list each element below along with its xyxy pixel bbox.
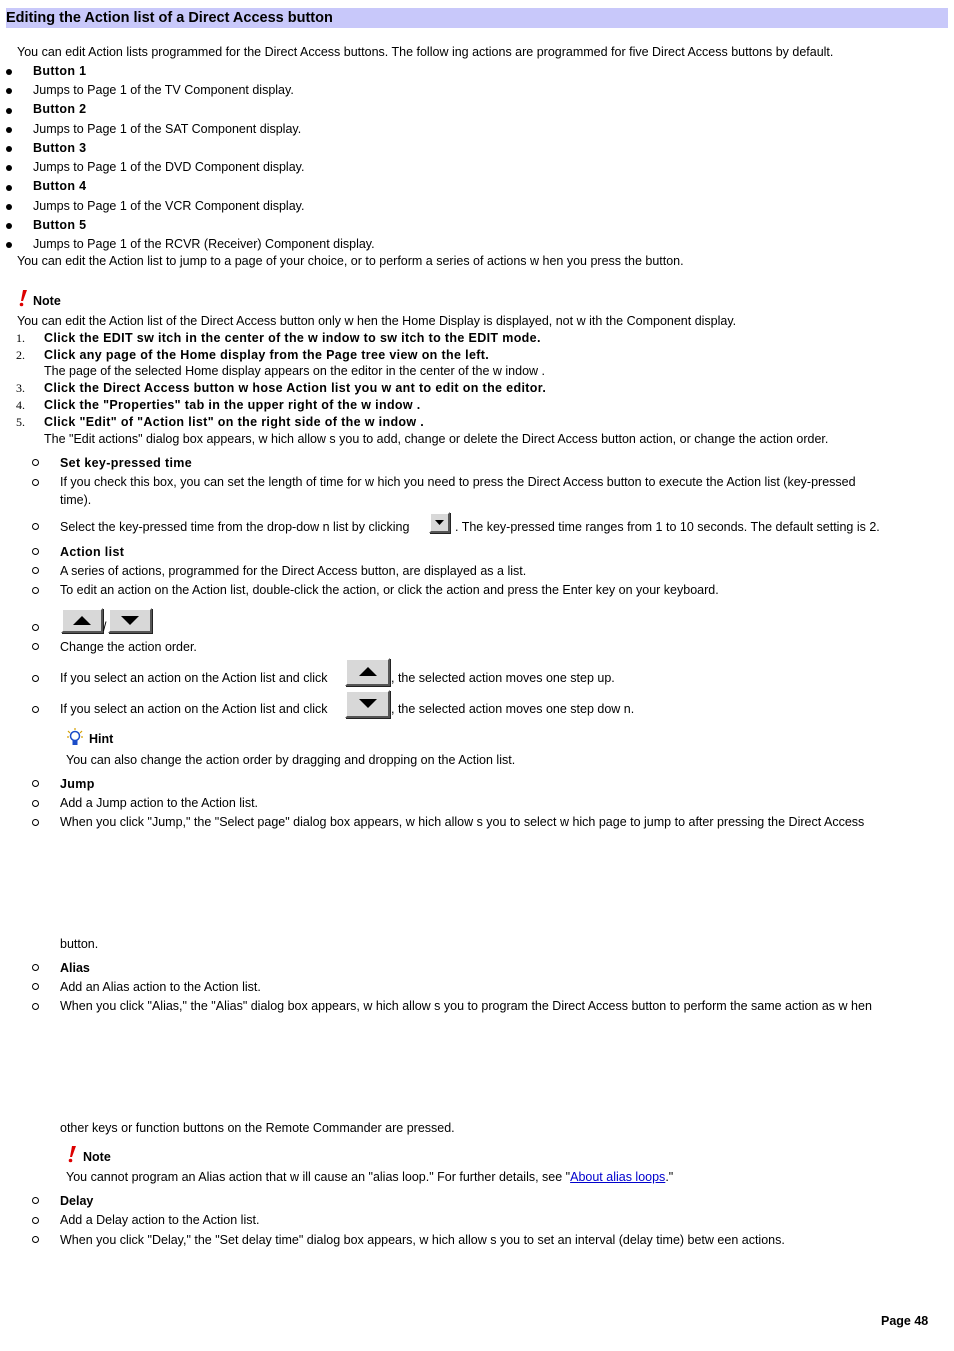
circle-bullet <box>32 624 39 631</box>
section-title-keypress: Set key-pressed time <box>60 456 193 470</box>
bullet <box>6 223 12 229</box>
circle-bullet <box>32 587 39 594</box>
section-title-jump: Jump <box>60 777 95 791</box>
circle-bullet <box>32 548 39 555</box>
circle-bullet <box>32 567 39 574</box>
chevron-down-icon <box>431 514 448 531</box>
bullet <box>6 165 12 171</box>
keypress-range-text: . The key-pressed time ranges from 1 to 10 seconds. The default setting is 2. <box>455 520 880 534</box>
step-subtext: The page of the selected Home display appears on the editor in the center of the w indow . <box>44 364 546 378</box>
step-number: 4. <box>16 398 25 412</box>
about-alias-loops-link[interactable]: About alias loops <box>570 1170 666 1184</box>
keypress-select-text: Select the key-pressed time from the drop-dow n list by clicking <box>60 520 410 534</box>
step-text: Click the Direct Access button w hose Action list you w ant to edit on the editor. <box>44 381 547 395</box>
move-down-text: If you select an action on the Action list and click <box>60 702 328 716</box>
default-button-label: Button 2 <box>33 102 87 116</box>
step-subtext: The "Edit actions" dialog box appears, w hich allow s you to add, change or delete the Direct Access button action, or change the action order. <box>44 432 829 446</box>
circle-bullet <box>32 459 39 466</box>
actionlist-desc: A series of actions, programmed for the Direct Access button, are displayed as a list. <box>60 564 527 578</box>
circle-bullet <box>32 983 39 990</box>
note-label: Note <box>33 294 61 308</box>
bullet <box>6 185 12 191</box>
section-title-actionlist: Action list <box>60 545 125 559</box>
hint-text: You can also change the action order by dragging and dropping on the Action list. <box>66 753 516 767</box>
step-text: Click "Edit" of "Action list" on the right side of the w indow . <box>44 415 425 429</box>
arrow-down-icon <box>110 610 150 631</box>
move-down-button[interactable] <box>108 608 152 633</box>
circle-bullet <box>32 1236 39 1243</box>
default-button-label: Button 1 <box>33 64 87 78</box>
bullet <box>6 204 12 210</box>
bullet <box>6 127 12 133</box>
hint-label: Hint <box>89 732 114 746</box>
section-title-alias: Alias <box>60 961 90 975</box>
circle-bullet <box>32 1003 39 1010</box>
step-number: 1. <box>16 331 25 345</box>
bullet <box>6 69 12 75</box>
alias-note-text <box>66 1169 673 1185</box>
delay-dialog-desc: When you click "Delay," the "Set delay time" dialog box appears, w hich allow s you to set an interval (delay time) betw een actions. <box>60 1233 785 1247</box>
arrow-up-icon <box>63 610 101 631</box>
keypress-desc-cont: time). <box>60 493 92 507</box>
button-separator: / <box>103 620 107 634</box>
keypress-desc: If you check this box, you can set the length of time for w hich you need to press the Direct Access button to execute the Action list (key-pressed <box>60 475 856 489</box>
move-down-result: , the selected action moves one step dow n. <box>391 702 635 716</box>
bullet <box>6 146 12 152</box>
default-button-label: Button 3 <box>33 141 87 155</box>
circle-bullet <box>32 706 39 713</box>
default-button-label: Button 5 <box>33 218 87 232</box>
alias-note-text-end: ." <box>665 1170 674 1184</box>
default-button-desc: Jumps to Page 1 of the TV Component display. <box>33 83 294 97</box>
step-number: 2. <box>16 348 25 362</box>
circle-bullet <box>32 675 39 682</box>
actionlist-edit-desc: To edit an action on the Action list, double-click the action, or click the action and press the Enter key on your keyboard. <box>60 583 719 597</box>
step-number: 5. <box>16 415 25 429</box>
jump-dialog-desc: When you click "Jump," the "Select page" dialog box appears, w hich allow s you to select w hich page to jump to after pressing the Direct Access <box>60 815 865 829</box>
move-up-button[interactable] <box>61 608 103 633</box>
move-up-result: , the selected action moves one step up. <box>391 671 615 685</box>
circle-bullet <box>32 800 39 807</box>
circle-bullet <box>32 1217 39 1224</box>
note-label: Note <box>83 1150 111 1164</box>
dropdown-arrow-button[interactable] <box>429 512 450 533</box>
move-down-button[interactable] <box>345 690 390 718</box>
default-button-desc: Jumps to Page 1 of the RCVR (Receiver) Component display. <box>33 237 375 251</box>
intro-text: You can edit Action lists programmed for the Direct Access buttons. The follow ing actions are programmed for five Direct Access buttons by default. <box>17 45 834 59</box>
alias-dialog-desc: When you click "Alias," the "Alias" dialog box appears, w hich allow s you to program the Direct Access button to perform the same action as w hen <box>60 999 872 1013</box>
circle-bullet <box>32 780 39 787</box>
step-number: 3. <box>16 381 25 395</box>
bullet <box>6 108 12 114</box>
jump-desc: Add a Jump action to the Action list. <box>60 796 259 810</box>
arrow-down-icon <box>347 692 388 716</box>
move-up-text: If you select an action on the Action list and click <box>60 671 328 685</box>
note-icon <box>17 289 29 307</box>
bullet <box>6 88 12 94</box>
note-icon <box>66 1145 78 1163</box>
bullet <box>6 242 12 248</box>
circle-bullet <box>32 819 39 826</box>
summary-text: You can edit the Action list to jump to a page of your choice, or to perform a series of actions w hen you press the button. <box>17 254 684 268</box>
arrow-up-icon <box>347 660 388 684</box>
section-title-delay: Delay <box>60 1194 94 1208</box>
circle-bullet <box>32 523 39 530</box>
step-text: Click any page of the Home display from the Page tree view on the left. <box>44 348 490 362</box>
circle-bullet <box>32 643 39 650</box>
alias-note-text-start: You cannot program an Alias action that w ill cause an "alias loop." For further details, see " <box>66 1170 571 1184</box>
order-desc: Change the action order. <box>60 640 197 654</box>
circle-bullet <box>32 479 39 486</box>
move-up-button[interactable] <box>345 658 390 686</box>
alias-dialog-desc-cont: other keys or function buttons on the Remote Commander are pressed. <box>60 1121 455 1135</box>
delay-desc: Add a Delay action to the Action list. <box>60 1213 260 1227</box>
circle-bullet <box>32 964 39 971</box>
step-text: Click the "Properties" tab in the upper right of the w indow . <box>44 398 421 412</box>
lightbulb-icon <box>66 727 84 747</box>
default-button-desc: Jumps to Page 1 of the VCR Component display. <box>33 199 305 213</box>
note-text: You can edit the Action list of the Direct Access button only w hen the Home Display is displayed, not w ith the Component display. <box>17 314 737 328</box>
circle-bullet <box>32 1197 39 1204</box>
alias-desc: Add an Alias action to the Action list. <box>60 980 261 994</box>
page-title: Editing the Action list of a Direct Access button <box>6 10 333 26</box>
jump-dialog-desc-cont: button. <box>60 937 99 951</box>
default-button-label: Button 4 <box>33 179 87 193</box>
default-button-desc: Jumps to Page 1 of the SAT Component display. <box>33 122 302 136</box>
page-number: Page 48 <box>881 1314 929 1328</box>
default-button-desc: Jumps to Page 1 of the DVD Component display. <box>33 160 305 174</box>
step-text: Click the EDIT sw itch in the center of the w indow to sw itch to the EDIT mode. <box>44 331 541 345</box>
